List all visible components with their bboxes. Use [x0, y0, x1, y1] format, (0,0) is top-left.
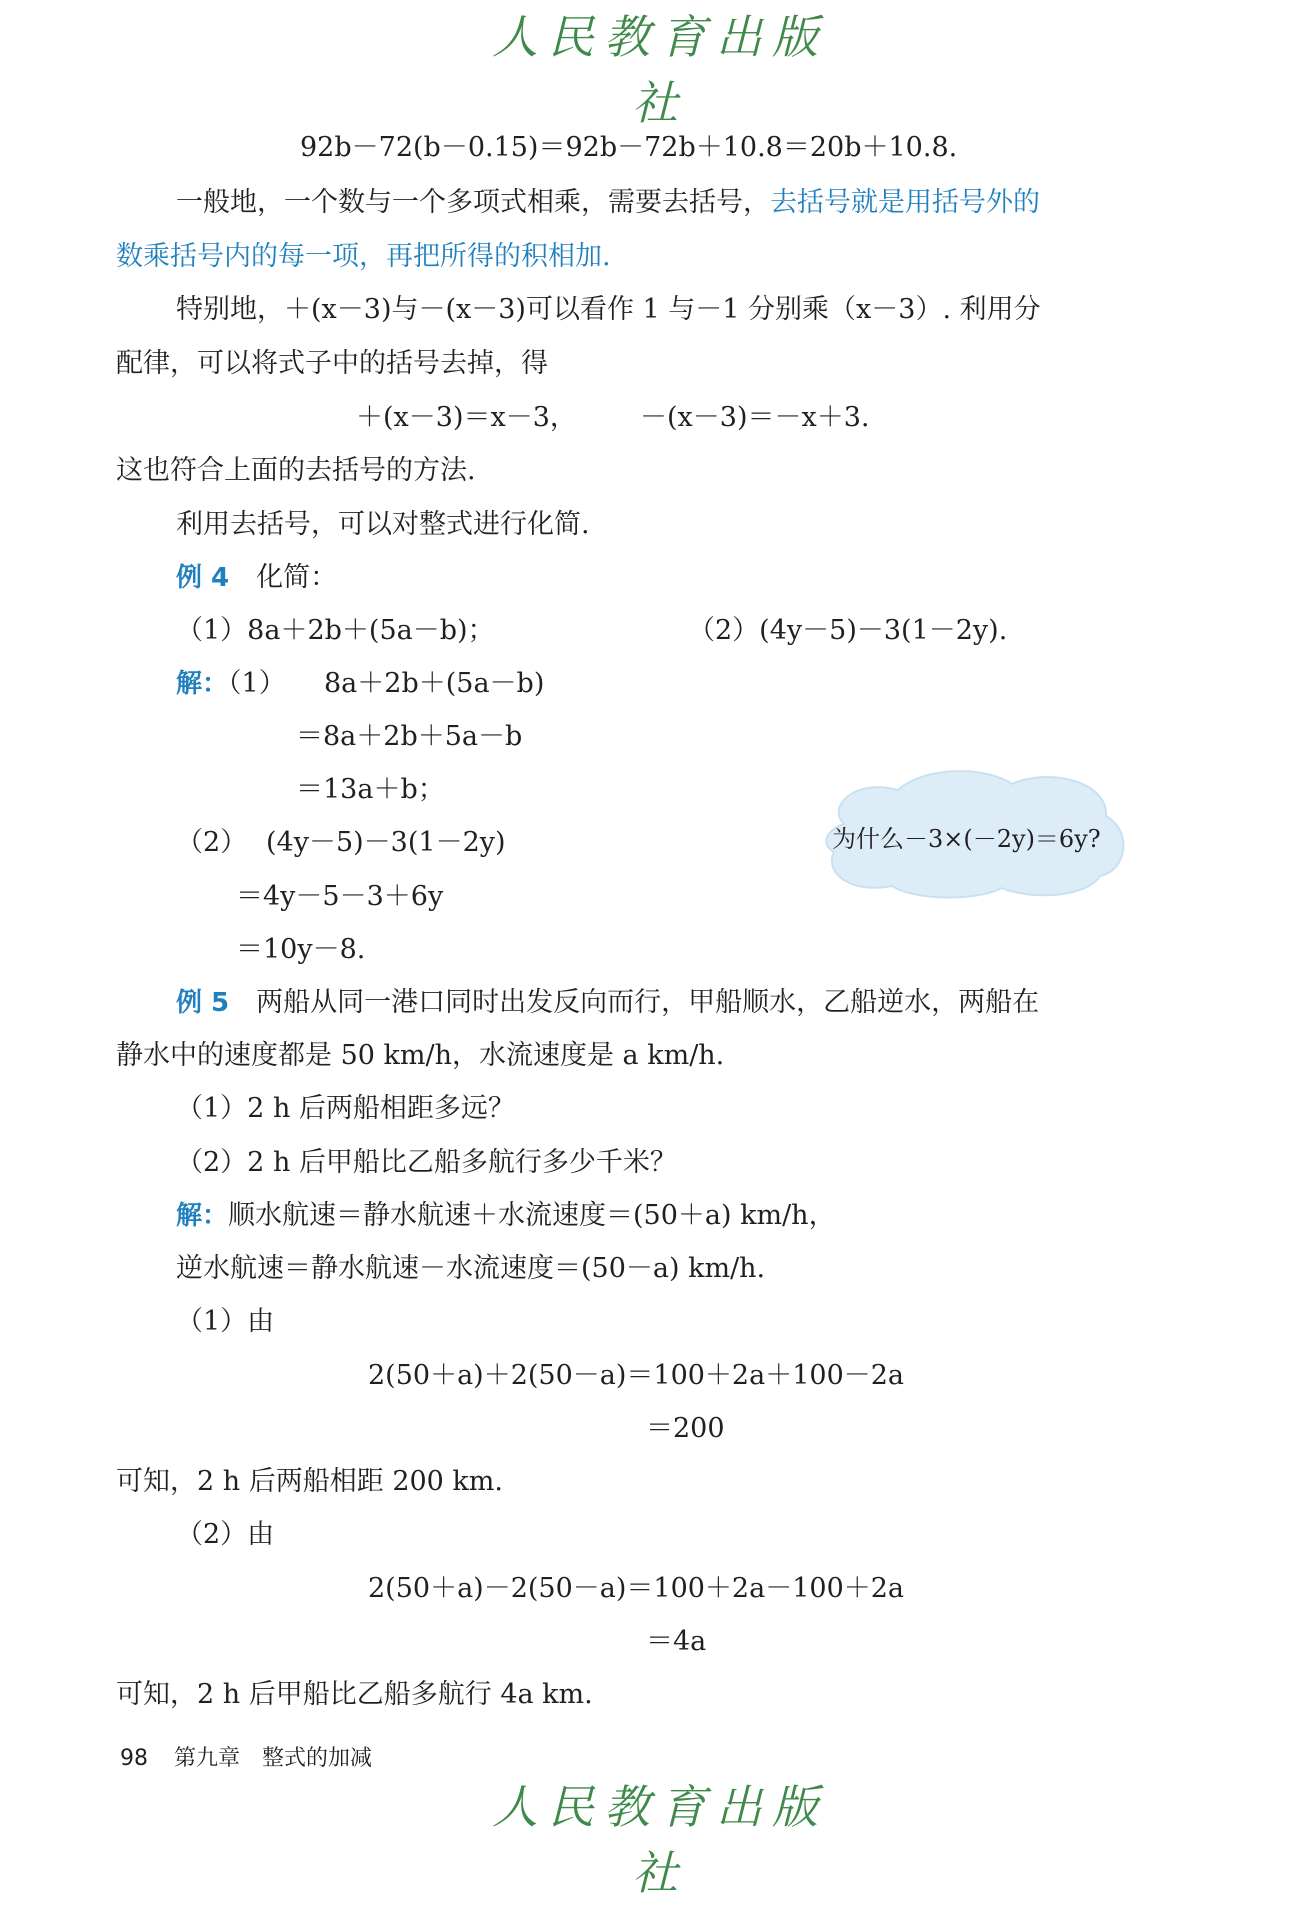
solution-step: ＝8a＋2b＋5a－b	[296, 721, 523, 752]
paragraph-line	[176, 186, 1040, 220]
solution-step: ＝4y－5－3＋6y	[236, 881, 444, 912]
emphasis-text: 去括号就是用括号外的	[770, 187, 1040, 218]
question-1: （1）2 h 后两船相距多远？	[176, 1093, 515, 1124]
equation: 2(50＋a)＋2(50－a)＝100＋2a＋100－2a	[368, 1360, 905, 1391]
solution-step: ＝13a＋b；	[296, 774, 445, 805]
solution-label: 解：	[176, 1201, 229, 1231]
solution-line	[176, 1199, 836, 1233]
equation-line-1: 92b－72(b－0.15)＝92b－72b＋10.8＝20b＋10.8.	[300, 132, 958, 163]
solution-label: 解：	[176, 669, 229, 699]
equation: ＋(x－3)＝x－3，	[356, 402, 577, 433]
example-5-heading	[176, 986, 1039, 1020]
solution-expression: 8a＋2b＋(5a－b)	[324, 668, 545, 699]
solution-line	[176, 667, 286, 701]
publisher-logo-top: 人民教育出版社	[492, 10, 828, 130]
equation: 2(50＋a)－2(50－a)＝100＋2a－100＋2a	[368, 1573, 905, 1604]
text: 一般地，一个数与一个多项式相乘，需要去括号，	[176, 187, 770, 218]
paragraph-line: 利用去括号，可以对整式进行化简.	[176, 509, 590, 540]
page-number: 98	[120, 1746, 148, 1771]
paragraph-line: 这也符合上面的去括号的方法.	[116, 455, 476, 486]
text: （1）	[228, 668, 286, 699]
publisher-logo-bottom: 人民教育出版社	[492, 1780, 828, 1900]
equation-step: ＝200	[646, 1413, 725, 1444]
solution-part-label: （1）由	[176, 1306, 275, 1337]
text: 化简：	[256, 562, 338, 593]
question-2: （2）2 h 后甲船比乙船多航行多少千米？	[176, 1147, 677, 1178]
text: 两船从同一港口同时出发反向而行，甲船顺水，乙船逆水，两船在	[256, 987, 1040, 1018]
paragraph-line: 静水中的速度都是 50 km/h，水流速度是 a km/h.	[116, 1040, 725, 1071]
conclusion-line: 可知，2 h 后甲船比乙船多航行 4a km.	[116, 1679, 593, 1710]
problem-1: （1）8a＋2b＋(5a－b)；	[176, 615, 495, 646]
paragraph-line: 特别地，＋(x－3)与－(x－3)可以看作 1 与－1 分别乘（x－3）. 利用分	[176, 294, 1041, 325]
solution-part-2-label: （2）	[176, 827, 248, 858]
cloud-question: 为什么－3×(－2y)＝6y?	[832, 825, 1101, 853]
conclusion-line: 可知，2 h 后两船相距 200 km.	[116, 1466, 503, 1497]
text: 顺水航速＝静水航速＋水流速度＝(50＋a) km/h，	[228, 1200, 836, 1231]
equation: －(x－3)＝－x＋3.	[640, 402, 870, 433]
solution-line: 逆水航速＝静水航速－水流速度＝(50－a) km/h.	[176, 1253, 766, 1284]
problem-2: （2）(4y－5)－3(1－2y).	[688, 615, 1008, 646]
solution-expression: (4y－5)－3(1－2y)	[266, 827, 506, 858]
example-label: 例 4	[176, 563, 230, 593]
solution-step: ＝10y－8.	[236, 934, 366, 965]
example-label: 例 5	[176, 988, 230, 1018]
equation-step: ＝4a	[646, 1626, 707, 1657]
paragraph-line: 配律，可以将式子中的括号去掉，得	[116, 348, 548, 379]
example-4-heading	[176, 561, 337, 595]
chapter-title: 第九章 整式的加减	[174, 1746, 373, 1771]
solution-part-label: （2）由	[176, 1519, 275, 1550]
emphasis-line: 数乘括号内的每一项，再把所得的积相加.	[116, 241, 611, 272]
